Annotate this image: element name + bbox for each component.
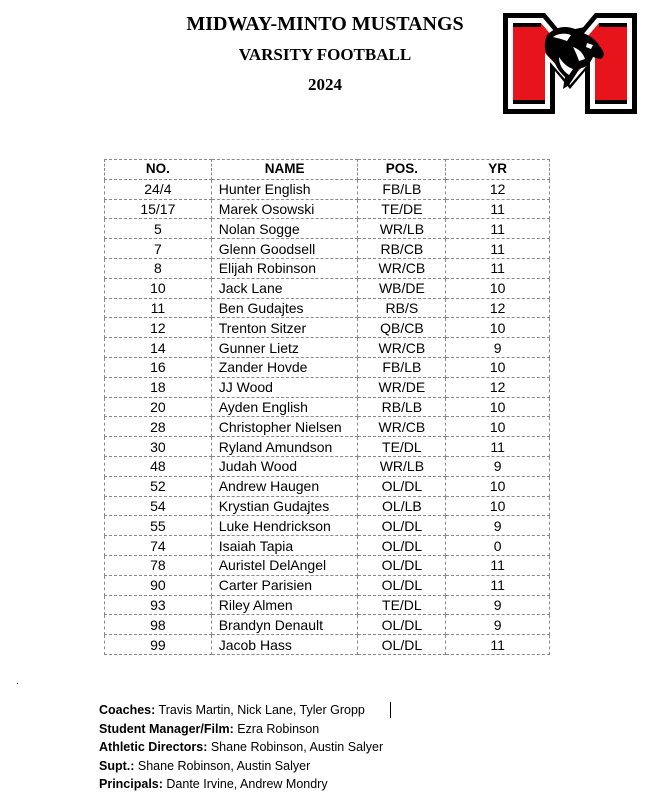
player-name: Riley Almen: [211, 595, 358, 615]
staff-student-manager: [99, 720, 383, 739]
table-row: [105, 179, 550, 199]
player-position: OL/DL: [358, 476, 446, 496]
player-number: 28: [105, 417, 212, 437]
player-number: 93: [105, 595, 212, 615]
table-row: [105, 219, 550, 239]
player-year: 10: [446, 318, 550, 338]
table-row: [105, 555, 550, 575]
table-row: [105, 456, 550, 476]
player-year: 11: [446, 258, 550, 278]
player-position: OL/LB: [358, 496, 446, 516]
player-position: FB/LB: [358, 357, 446, 377]
player-name: Jack Lane: [211, 278, 358, 298]
player-year: 10: [446, 357, 550, 377]
player-position: RB/CB: [358, 239, 446, 259]
roster-header-row: [105, 160, 550, 180]
player-position: OL/DL: [358, 635, 446, 655]
player-year: 0: [446, 536, 550, 556]
player-name: Auristel DelAngel: [211, 555, 358, 575]
table-row: [105, 496, 550, 516]
player-position: FB/LB: [358, 179, 446, 199]
table-row: [105, 536, 550, 556]
staff-label: Coaches:: [99, 703, 156, 717]
column-header-year: YR: [446, 160, 550, 180]
player-number: 74: [105, 536, 212, 556]
staff-label: Student Manager/Film:: [99, 721, 234, 736]
player-year: 10: [446, 278, 550, 298]
player-position: WB/DE: [358, 278, 446, 298]
player-position: TE/DL: [358, 437, 446, 457]
player-number: 90: [105, 575, 212, 595]
player-name: Brandyn Denault: [211, 615, 358, 635]
staff-value: Dante Irvine, Andrew Mondry: [162, 777, 328, 792]
table-row: [105, 635, 550, 655]
sport-title: VARSITY FOOTBALL: [238, 45, 412, 64]
player-year: 11: [446, 219, 550, 239]
player-number: 24/4: [105, 179, 212, 199]
column-header-position: POS.: [358, 160, 446, 180]
player-name: Ben Gudajtes: [211, 298, 358, 318]
staff-coaches: [99, 701, 383, 720]
player-number: 30: [105, 437, 212, 457]
player-number: 55: [105, 516, 212, 536]
player-position: OL/DL: [358, 516, 446, 536]
table-row: [105, 357, 550, 377]
table-row: [105, 615, 550, 635]
player-name: Marek Osowski: [211, 199, 358, 219]
player-year: 9: [446, 456, 550, 476]
staff-label: Principals:: [99, 777, 163, 792]
player-position: WR/CB: [358, 258, 446, 278]
player-year: 11: [446, 575, 550, 595]
player-year: 10: [446, 397, 550, 417]
player-number: 7: [105, 239, 212, 259]
table-row: [105, 338, 550, 358]
player-year: 12: [446, 179, 550, 199]
player-number: 54: [105, 496, 212, 516]
player-year: 11: [446, 239, 550, 259]
table-row: [105, 239, 550, 259]
staff-value: Travis Martin, Nick Lane, Tyler Gropp: [155, 703, 365, 717]
staff-label: Supt.:: [99, 758, 135, 773]
player-position: WR/CB: [358, 417, 446, 437]
player-position: WR/LB: [358, 219, 446, 239]
player-name: Trenton Sitzer: [211, 318, 358, 338]
player-position: OL/DL: [358, 575, 446, 595]
table-row: [105, 575, 550, 595]
player-year: 11: [446, 199, 550, 219]
player-number: 15/17: [105, 199, 212, 219]
player-name: Judah Wood: [211, 456, 358, 476]
player-year: 11: [446, 635, 550, 655]
stray-mark: .: [16, 676, 19, 687]
player-year: 11: [446, 555, 550, 575]
player-name: Ayden English: [211, 397, 358, 417]
player-name: Christopher Nielsen: [211, 417, 358, 437]
player-name: Gunner Lietz: [211, 338, 358, 358]
column-header-name: NAME: [211, 160, 358, 180]
player-number: 14: [105, 338, 212, 358]
player-name: Isaiah Tapia: [211, 536, 358, 556]
player-number: 20: [105, 397, 212, 417]
player-position: TE/DE: [358, 199, 446, 219]
player-year: 9: [446, 595, 550, 615]
table-row: [105, 516, 550, 536]
player-year: 10: [446, 496, 550, 516]
player-year: 9: [446, 615, 550, 635]
player-number: 99: [105, 635, 212, 655]
player-name: Nolan Sogge: [211, 219, 358, 239]
table-row: [105, 437, 550, 457]
table-row: [105, 278, 550, 298]
table-row: [105, 298, 550, 318]
table-row: [105, 199, 550, 219]
document-header: [150, 10, 500, 98]
player-number: 16: [105, 357, 212, 377]
player-year: 12: [446, 377, 550, 397]
player-year: 9: [446, 338, 550, 358]
roster-table: [104, 159, 550, 655]
player-position: OL/DL: [358, 536, 446, 556]
player-name: Glenn Goodsell: [211, 239, 358, 259]
player-name: Krystian Gudajtes: [211, 496, 358, 516]
table-row: [105, 318, 550, 338]
staff-superintendent: [99, 757, 383, 776]
player-name: Luke Hendrickson: [211, 516, 358, 536]
staff-athletic-directors: [99, 738, 383, 757]
table-row: [105, 377, 550, 397]
player-position: RB/LB: [358, 397, 446, 417]
player-year: 9: [446, 516, 550, 536]
player-position: RB/S: [358, 298, 446, 318]
player-name: Ryland Amundson: [211, 437, 358, 457]
player-name: Andrew Haugen: [211, 476, 358, 496]
player-number: 78: [105, 555, 212, 575]
player-name: Hunter English: [211, 179, 358, 199]
player-number: 12: [105, 318, 212, 338]
player-number: 52: [105, 476, 212, 496]
column-header-number: NO.: [105, 160, 212, 180]
table-row: [105, 595, 550, 615]
player-name: Zander Hovde: [211, 357, 358, 377]
player-name: Jacob Hass: [211, 635, 358, 655]
season-year: 2024: [308, 75, 342, 94]
player-number: 98: [105, 615, 212, 635]
player-number: 18: [105, 377, 212, 397]
player-position: OL/DL: [358, 615, 446, 635]
staff-value: Shane Robinson, Austin Salyer: [134, 758, 311, 773]
roster-body: [105, 179, 550, 654]
team-name: MIDWAY-MINTO MUSTANGS: [186, 13, 464, 35]
staff-value: Ezra Robinson: [233, 721, 320, 736]
player-number: 10: [105, 278, 212, 298]
player-number: 8: [105, 258, 212, 278]
staff-list: [99, 701, 383, 794]
player-position: WR/LB: [358, 456, 446, 476]
staff-principals: [99, 775, 383, 794]
player-number: 11: [105, 298, 212, 318]
player-position: OL/DL: [358, 555, 446, 575]
text-cursor: [390, 702, 391, 718]
player-name: Carter Parisien: [211, 575, 358, 595]
player-name: Elijah Robinson: [211, 258, 358, 278]
player-position: QB/CB: [358, 318, 446, 338]
staff-value: Shane Robinson, Austin Salyer: [207, 740, 384, 755]
player-number: 48: [105, 456, 212, 476]
staff-label: Athletic Directors:: [99, 740, 208, 755]
table-row: [105, 417, 550, 437]
player-year: 12: [446, 298, 550, 318]
player-position: TE/DL: [358, 595, 446, 615]
player-year: 11: [446, 437, 550, 457]
player-year: 10: [446, 417, 550, 437]
player-name: JJ Wood: [211, 377, 358, 397]
mustang-m-logo-icon: [503, 13, 637, 114]
player-number: 5: [105, 219, 212, 239]
table-row: [105, 258, 550, 278]
table-row: [105, 476, 550, 496]
player-position: WR/CB: [358, 338, 446, 358]
table-row: [105, 397, 550, 417]
player-position: WR/DE: [358, 377, 446, 397]
player-year: 10: [446, 476, 550, 496]
